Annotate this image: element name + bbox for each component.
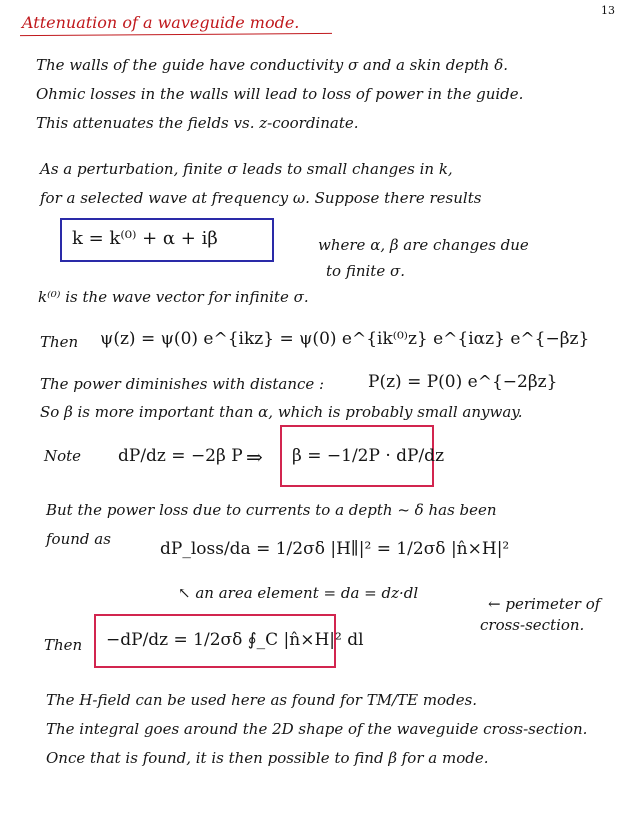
area-element-note: ↖ an area element = da = dz·dl — [178, 584, 419, 602]
para3-line2: found as — [46, 530, 111, 548]
loss-equation: dP_loss/da = 1/2σδ |H∥|² = 1/2σδ |n̂×H|² — [160, 539, 510, 559]
para4-line3: Once that is found, it is then possible to find β for a mode. — [46, 749, 489, 767]
note-equation: dP/dz = −2β P — [118, 446, 243, 466]
note-label: Note — [44, 447, 82, 465]
para4-line1: The H-field can be used here as found for TM/TE modes. — [46, 691, 478, 709]
implies-arrow: ⇒ — [246, 445, 263, 469]
perimeter-note-line2: cross-section. — [480, 616, 585, 634]
then2-label: Then — [44, 636, 83, 654]
beta-equation: β = −1/2P · dP/dz — [292, 446, 445, 466]
k-note-line1: where α, β are changes due — [318, 236, 529, 254]
para1-line2: Ohmic losses in the walls will lead to loss of power in the guide. — [36, 85, 524, 103]
then-label: Then — [40, 333, 79, 351]
k-equation: k = k⁽⁰⁾ + α + iβ — [72, 228, 218, 249]
para2-line1: As a perturbation, finite σ leads to small changes in k, — [40, 160, 453, 178]
para4-line2: The integral goes around the 2D shape of the waveguide cross-section. — [46, 720, 588, 738]
k0-line: k⁽⁰⁾ is the wave vector for infinite σ. — [38, 288, 309, 306]
page-title: Attenuation of a waveguide mode. — [22, 13, 300, 32]
beta-importance-line: So β is more important than α, which is probably small anyway. — [40, 403, 523, 421]
final-equation: −dP/dz = 1/2σδ ∮_C |n̂×H|² dl — [106, 630, 364, 650]
power-line: The power diminishes with distance : — [40, 375, 325, 393]
para1-line1: The walls of the guide have conductivity σ and a skin depth δ. — [36, 56, 509, 74]
perimeter-note-line1: ← perimeter of — [488, 595, 601, 613]
power-equation: P(z) = P(0) e^{−2βz} — [368, 372, 558, 392]
page-number: 13 — [601, 4, 615, 17]
k-note-line2: to finite σ. — [326, 262, 405, 280]
para2-line2: for a selected wave at frequency ω. Suppose there results — [40, 189, 482, 207]
title-underline — [20, 33, 332, 36]
para3-line1: But the power loss due to currents to a depth ~ δ has been — [46, 501, 497, 519]
para1-line3: This attenuates the fields vs. z-coordinate. — [36, 114, 359, 132]
psi-equation: ψ(z) = ψ(0) e^{ikz} = ψ(0) e^{ik⁽⁰⁾z} e^{iαz} e^{−βz} — [100, 329, 590, 349]
